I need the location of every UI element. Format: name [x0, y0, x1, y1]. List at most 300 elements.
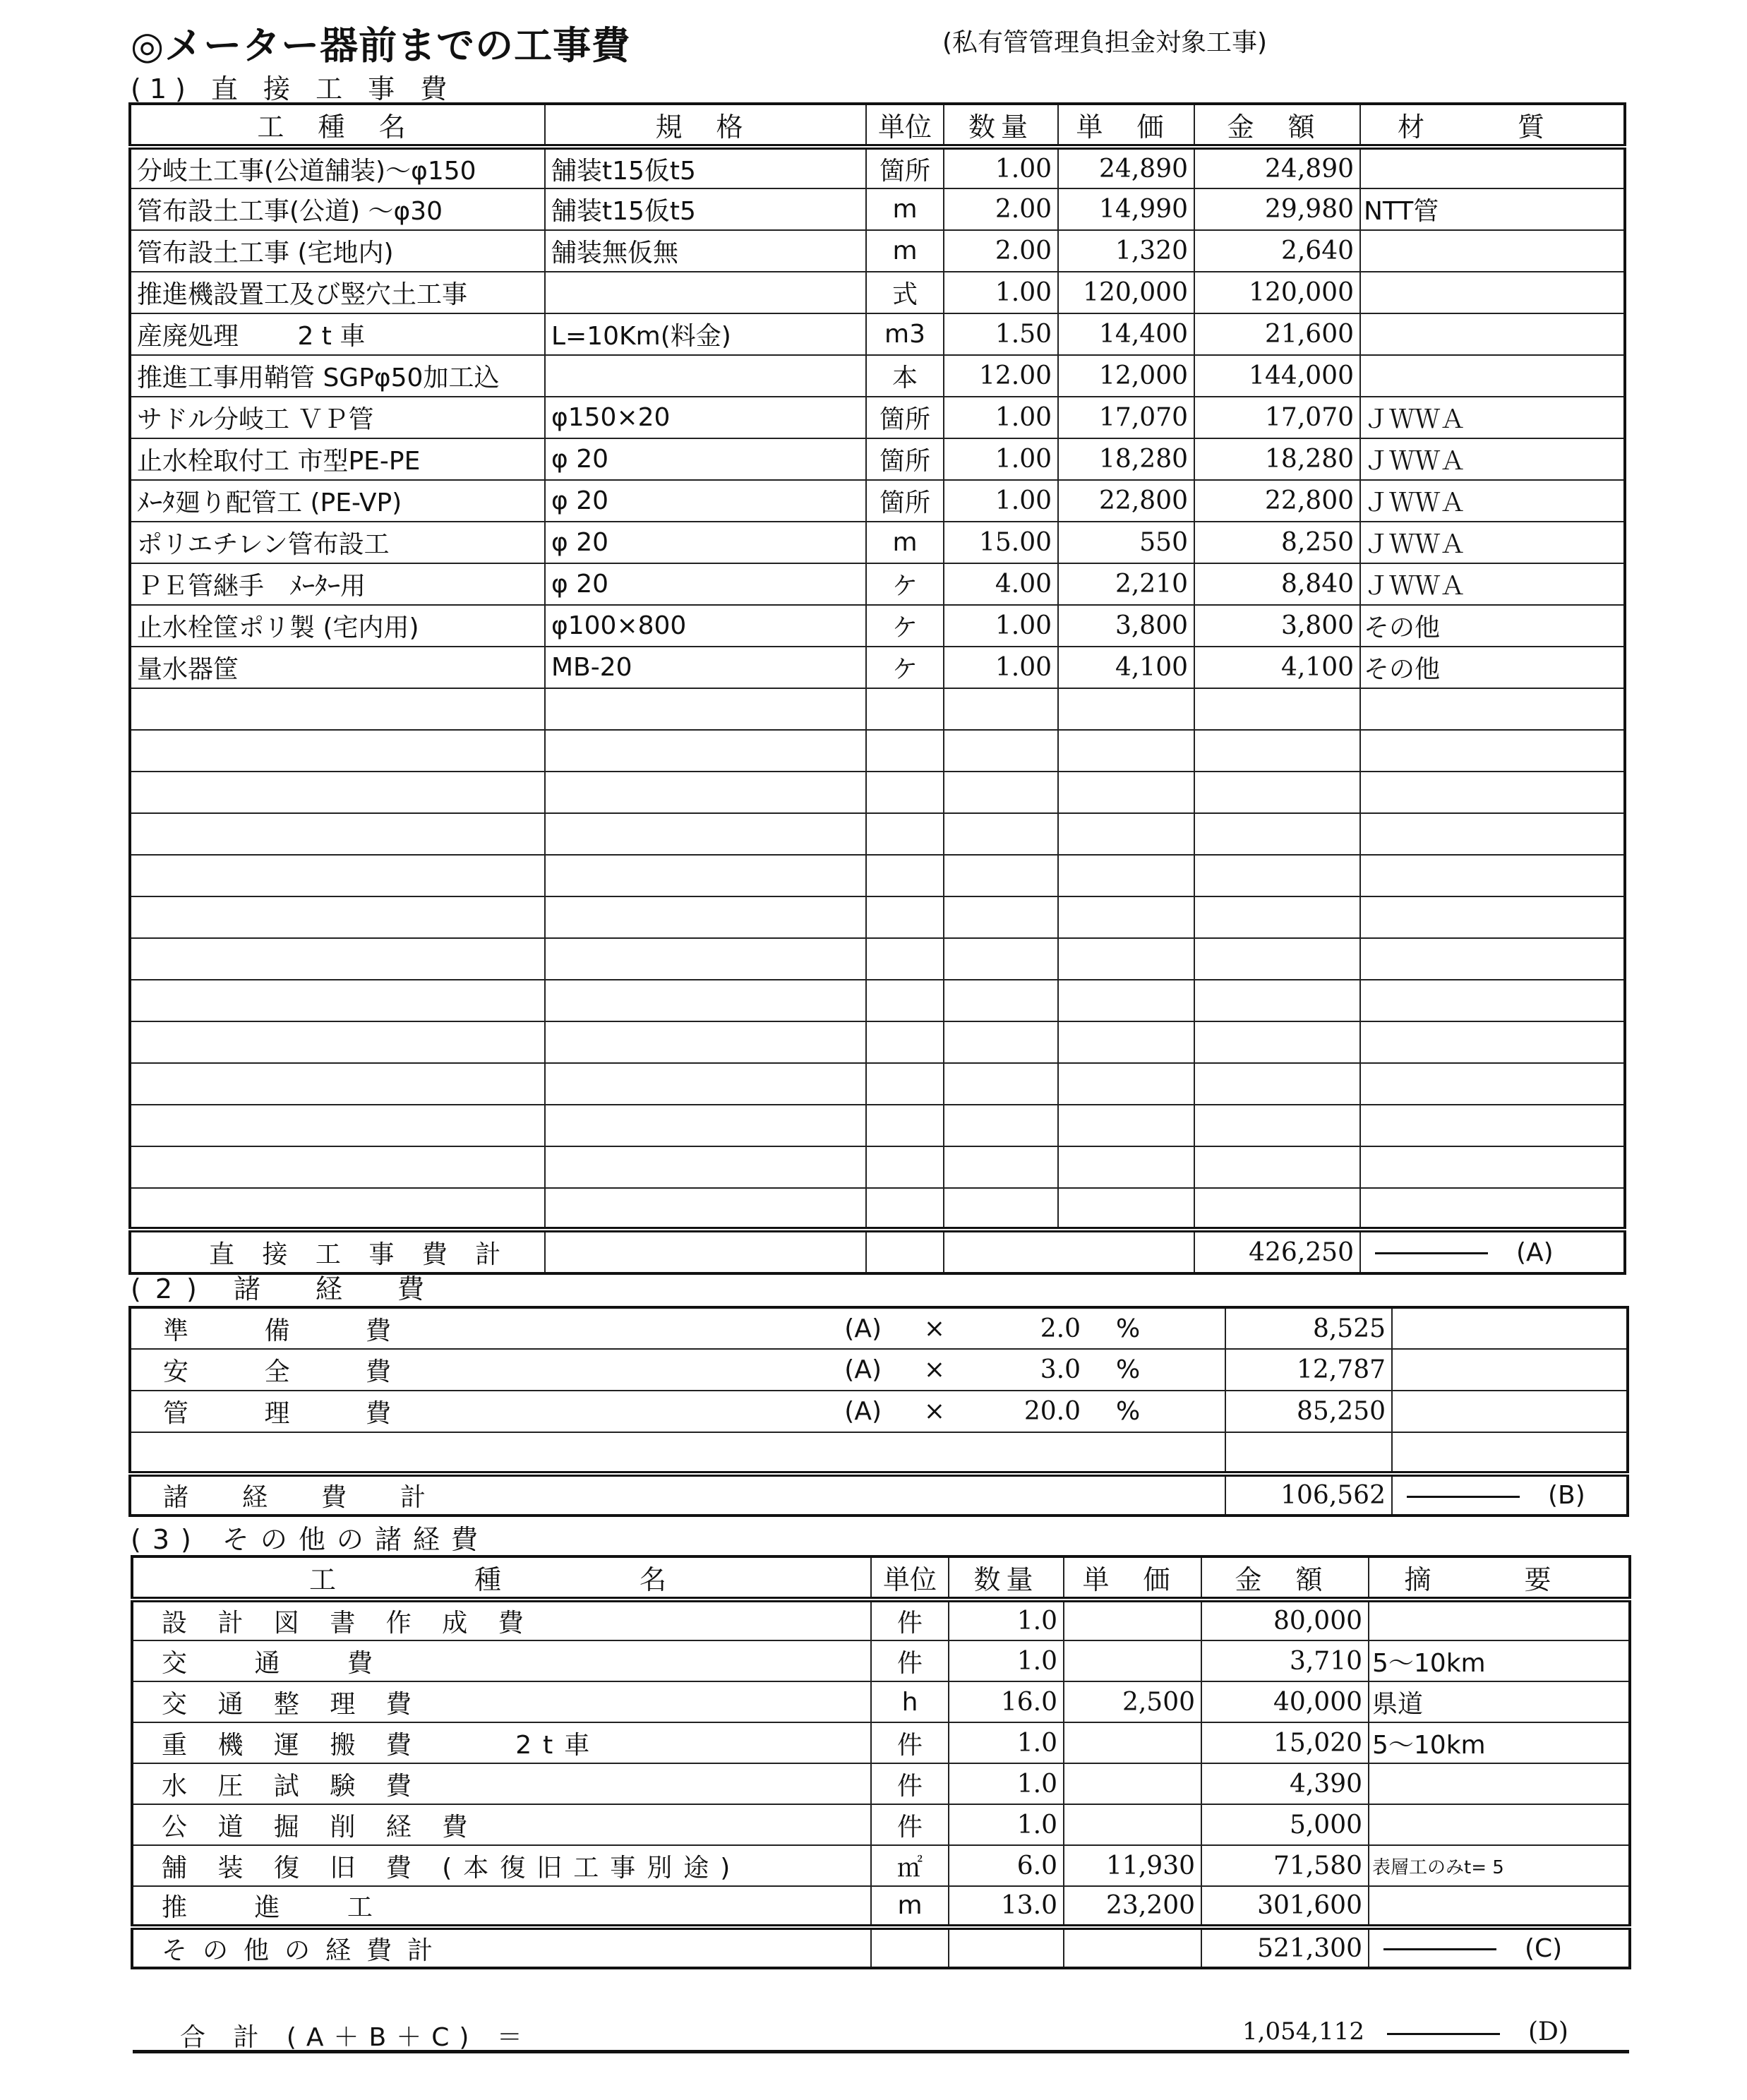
- empty-cell: [1392, 1432, 1628, 1474]
- item-spec: φ 20: [545, 438, 866, 480]
- empty-cell: [130, 772, 545, 813]
- overhead-table: [128, 1306, 1629, 1517]
- empty-cell: [1058, 688, 1194, 730]
- empty-cell: [1194, 1063, 1360, 1105]
- direct-total-label: 直 接 工 事 費 計: [130, 1230, 545, 1273]
- other-name: 推 進 工: [132, 1886, 871, 1927]
- empty-cell: [1392, 1391, 1628, 1432]
- other-unit: 件: [871, 1640, 949, 1681]
- empty-cell: [866, 688, 944, 730]
- empty-cell: [545, 1021, 866, 1063]
- other-qty: 6.0: [949, 1845, 1064, 1886]
- item-price: 550: [1058, 522, 1194, 563]
- other-unit: m: [871, 1886, 949, 1927]
- item-spec: φ150×20: [545, 397, 866, 438]
- other-amount: 80,000: [1201, 1600, 1369, 1640]
- item-name: 分岐土工事(公道舗装)～φ150: [130, 147, 545, 188]
- item-unit: m: [866, 188, 944, 230]
- other-total-ref: [1369, 1927, 1630, 1968]
- empty-cell: [1058, 1146, 1194, 1188]
- table-row: [132, 1600, 1630, 1640]
- other-price: 2,500: [1064, 1681, 1201, 1722]
- empty-cell: [1194, 980, 1360, 1021]
- table-row: [132, 1886, 1630, 1927]
- table-row: [130, 230, 1625, 272]
- col-header-qty: 数量: [944, 104, 1058, 147]
- empty-cell: [866, 896, 944, 938]
- item-price: 24,890: [1058, 147, 1194, 188]
- table-header-row: [132, 1556, 1630, 1600]
- empty-cell: [130, 730, 545, 772]
- item-amount: 8,840: [1194, 563, 1360, 605]
- table-row: [130, 1307, 1628, 1349]
- leader-line: [1383, 1948, 1496, 1950]
- other-amount: 40,000: [1201, 1681, 1369, 1722]
- other-amount: 3,710: [1201, 1640, 1369, 1681]
- item-unit: 箇所: [866, 397, 944, 438]
- item-amount: 29,980: [1194, 188, 1360, 230]
- grand-total-amount: 1,054,112: [1242, 2017, 1365, 2046]
- item-amount: 4,100: [1194, 647, 1360, 688]
- table-row: [130, 313, 1625, 355]
- item-qty: 1.00: [944, 397, 1058, 438]
- empty-cell: [1194, 1105, 1360, 1146]
- empty-cell: [1058, 896, 1194, 938]
- empty-cell: [130, 1021, 545, 1063]
- empty-cell: [1058, 1105, 1194, 1146]
- other-total-amount: 521,300: [1201, 1927, 1369, 1968]
- overhead-rate: 20.0: [973, 1391, 1088, 1432]
- empty-cell: [1058, 938, 1194, 980]
- other-note: [1369, 1763, 1630, 1804]
- empty-cell: [545, 813, 866, 855]
- empty-cell: [944, 1146, 1058, 1188]
- empty-cell: [545, 980, 866, 1021]
- other-price: [1064, 1804, 1201, 1845]
- item-qty: 1.00: [944, 647, 1058, 688]
- item-qty: 15.00: [944, 522, 1058, 563]
- item-amount: 3,800: [1194, 605, 1360, 647]
- other-price: 11,930: [1064, 1845, 1201, 1886]
- item-material: ＪＷＷＡ: [1360, 563, 1625, 605]
- item-amount: 2,640: [1194, 230, 1360, 272]
- empty-cell: [1194, 730, 1360, 772]
- col-header-amount: 金 額: [1194, 104, 1360, 147]
- item-material: ＪＷＷＡ: [1360, 397, 1625, 438]
- other-amount: 301,600: [1201, 1886, 1369, 1927]
- item-spec: 舗装無仮無: [545, 230, 866, 272]
- table-row: [130, 355, 1625, 397]
- other-qty: 1.0: [949, 1763, 1064, 1804]
- empty-cell: [866, 855, 944, 896]
- empty-cell: [1360, 688, 1625, 730]
- other-note: [1369, 1600, 1630, 1640]
- direct-total-amount: 426,250: [1194, 1230, 1360, 1273]
- item-qty: 4.00: [944, 563, 1058, 605]
- empty-cell: [1360, 1188, 1625, 1230]
- item-name: ＰＥ管継手 ﾒｰﾀｰ用: [130, 563, 545, 605]
- item-name: 量水器筐: [130, 647, 545, 688]
- other-name: 舗 装 復 旧 費 (本復旧工事別途): [132, 1845, 871, 1886]
- empty-cell: [1194, 938, 1360, 980]
- item-price: 120,000: [1058, 272, 1194, 313]
- empty-cell: [1360, 1063, 1625, 1105]
- other-note: [1369, 1886, 1630, 1927]
- item-price: 2,210: [1058, 563, 1194, 605]
- empty-cell: [944, 1105, 1058, 1146]
- empty-cell: [866, 730, 944, 772]
- empty-cell: [1194, 813, 1360, 855]
- empty-cell: [866, 1063, 944, 1105]
- overhead-total-ref-label: (B): [1548, 1481, 1585, 1510]
- other-cost-table: [131, 1555, 1631, 1969]
- empty-cell: [1194, 896, 1360, 938]
- item-qty: 1.00: [944, 480, 1058, 522]
- overhead-operator: ×: [896, 1307, 973, 1349]
- empty-cell: [866, 1230, 944, 1273]
- empty-cell: [545, 1063, 866, 1105]
- item-unit: m: [866, 230, 944, 272]
- item-unit: 式: [866, 272, 944, 313]
- empty-cell: [1360, 938, 1625, 980]
- table-row: [130, 147, 1625, 188]
- item-price: 14,990: [1058, 188, 1194, 230]
- item-unit: m3: [866, 313, 944, 355]
- item-material: [1360, 147, 1625, 188]
- empty-cell: [1194, 1188, 1360, 1230]
- table-row: [130, 522, 1625, 563]
- item-material: その他: [1360, 647, 1625, 688]
- table-row: [132, 1804, 1630, 1845]
- table-row: [130, 397, 1625, 438]
- other-name: 交 通 整 理 費: [132, 1681, 871, 1722]
- empty-cell: [866, 1188, 944, 1230]
- leader-line: [1375, 1252, 1488, 1254]
- item-spec: 舗装t15仮t5: [545, 188, 866, 230]
- other-amount: 15,020: [1201, 1722, 1369, 1763]
- empty-cell: [1058, 980, 1194, 1021]
- col-header-price: 単 価: [1058, 104, 1194, 147]
- empty-cell: [949, 1927, 1064, 1968]
- empty-row: [130, 938, 1625, 980]
- overhead-base: (A): [751, 1307, 896, 1349]
- table-row: [132, 1640, 1630, 1681]
- other-name: 交 通 費: [132, 1640, 871, 1681]
- item-name: 推進機設置工及び竪穴土工事: [130, 272, 545, 313]
- item-material: [1360, 355, 1625, 397]
- overhead-rate: 3.0: [973, 1349, 1088, 1391]
- item-amount: 8,250: [1194, 522, 1360, 563]
- item-spec: L=10Km(料金): [545, 313, 866, 355]
- overhead-rate: 2.0: [973, 1307, 1088, 1349]
- other-qty: 13.0: [949, 1886, 1064, 1927]
- empty-cell: [1058, 813, 1194, 855]
- item-price: 14,400: [1058, 313, 1194, 355]
- overhead-operator: ×: [896, 1391, 973, 1432]
- table-row: [130, 647, 1625, 688]
- other-price: [1064, 1600, 1201, 1640]
- item-spec: [545, 272, 866, 313]
- direct-cost-table: [128, 102, 1626, 1275]
- empty-cell: [1058, 855, 1194, 896]
- empty-cell: [944, 980, 1058, 1021]
- other-amount: 4,390: [1201, 1763, 1369, 1804]
- empty-row: [130, 1188, 1625, 1230]
- item-qty: 1.00: [944, 438, 1058, 480]
- grand-total-label: 合 計 (A＋B＋C) ＝: [180, 2023, 532, 2052]
- other-name: 公 道 掘 削 経 費: [132, 1804, 871, 1845]
- item-name: 推進工事用鞘管 SGPφ50加工込: [130, 355, 545, 397]
- page-title: ◎メーター器前までの工事費: [131, 23, 631, 68]
- overhead-amount: 8,525: [1225, 1307, 1392, 1349]
- empty-cell: [944, 896, 1058, 938]
- table-row: [132, 1722, 1630, 1763]
- leader-line: [1387, 2033, 1500, 2035]
- overhead-name: 安 全 費: [130, 1349, 751, 1391]
- empty-cell: [944, 938, 1058, 980]
- empty-row: [130, 813, 1625, 855]
- empty-cell: [1360, 813, 1625, 855]
- col-header-qty: 数量: [949, 1556, 1064, 1600]
- other-name: 重 機 運 搬 費 2t車: [132, 1722, 871, 1763]
- item-unit: 本: [866, 355, 944, 397]
- item-material: [1360, 313, 1625, 355]
- empty-cell: [1360, 855, 1625, 896]
- other-name: 設 計 図 書 作 成 費: [132, 1600, 871, 1640]
- overhead-name: 管 理 費: [130, 1391, 751, 1432]
- empty-cell: [1194, 855, 1360, 896]
- empty-row: [130, 1021, 1625, 1063]
- empty-cell: [866, 980, 944, 1021]
- other-total-label: その他の経費計: [132, 1927, 871, 1968]
- item-unit: 箇所: [866, 480, 944, 522]
- item-spec: MB-20: [545, 647, 866, 688]
- item-name: ポリエチレン管布設工: [130, 522, 545, 563]
- item-qty: 12.00: [944, 355, 1058, 397]
- item-unit: ケ: [866, 563, 944, 605]
- item-qty: 1.00: [944, 147, 1058, 188]
- empty-cell: [130, 1432, 1225, 1474]
- item-qty: 2.00: [944, 230, 1058, 272]
- col-header-price: 単 価: [1064, 1556, 1201, 1600]
- item-spec: 舗装t15仮t5: [545, 147, 866, 188]
- empty-cell: [1058, 772, 1194, 813]
- empty-cell: [1392, 1349, 1628, 1391]
- item-spec: φ 20: [545, 522, 866, 563]
- other-note: 5～10km: [1369, 1722, 1630, 1763]
- empty-cell: [1225, 1432, 1392, 1474]
- empty-cell: [1194, 688, 1360, 730]
- other-note: 5～10km: [1369, 1640, 1630, 1681]
- other-qty: 16.0: [949, 1681, 1064, 1722]
- item-amount: 24,890: [1194, 147, 1360, 188]
- item-spec: φ 20: [545, 480, 866, 522]
- empty-row: [130, 980, 1625, 1021]
- empty-cell: [545, 1230, 866, 1273]
- overhead-base: (A): [751, 1391, 896, 1432]
- empty-cell: [944, 1021, 1058, 1063]
- empty-cell: [1360, 772, 1625, 813]
- other-unit: h: [871, 1681, 949, 1722]
- item-price: 3,800: [1058, 605, 1194, 647]
- empty-cell: [1360, 980, 1625, 1021]
- empty-cell: [545, 938, 866, 980]
- other-note: [1369, 1804, 1630, 1845]
- direct-total-ref-label: (A): [1516, 1237, 1554, 1267]
- item-qty: 1.00: [944, 605, 1058, 647]
- col-header-name: 工 種 名: [130, 104, 545, 147]
- empty-cell: [1360, 896, 1625, 938]
- empty-cell: [130, 688, 545, 730]
- other-qty: 1.0: [949, 1804, 1064, 1845]
- item-amount: 21,600: [1194, 313, 1360, 355]
- item-name: 管布設土工事 (宅地内): [130, 230, 545, 272]
- overhead-operator: ×: [896, 1349, 973, 1391]
- empty-cell: [130, 896, 545, 938]
- table-row: [132, 1763, 1630, 1804]
- item-amount: 120,000: [1194, 272, 1360, 313]
- empty-cell: [1058, 1188, 1194, 1230]
- direct-total-ref: [1360, 1230, 1625, 1273]
- empty-cell: [130, 855, 545, 896]
- empty-row: [130, 1432, 1628, 1474]
- empty-cell: [944, 1063, 1058, 1105]
- overhead-percent: %: [1088, 1307, 1225, 1349]
- empty-cell: [866, 1021, 944, 1063]
- item-amount: 18,280: [1194, 438, 1360, 480]
- item-price: 12,000: [1058, 355, 1194, 397]
- empty-cell: [944, 1230, 1194, 1273]
- overhead-total-row: [130, 1474, 1628, 1516]
- item-material: ＪＷＷＡ: [1360, 522, 1625, 563]
- item-name: 管布設土工事(公道) ～φ30: [130, 188, 545, 230]
- empty-cell: [944, 688, 1058, 730]
- item-material: ＪＷＷＡ: [1360, 438, 1625, 480]
- overhead-percent: %: [1088, 1391, 1225, 1432]
- empty-row: [130, 1146, 1625, 1188]
- empty-cell: [130, 813, 545, 855]
- table-row: [130, 438, 1625, 480]
- item-name: 止水栓筐ポリ製 (宅内用): [130, 605, 545, 647]
- overhead-total-amount: 106,562: [1225, 1474, 1392, 1516]
- leader-line: [1407, 1496, 1520, 1498]
- empty-cell: [130, 980, 545, 1021]
- item-material: その他: [1360, 605, 1625, 647]
- item-unit: 箇所: [866, 147, 944, 188]
- item-qty: 2.00: [944, 188, 1058, 230]
- other-note: 県道: [1369, 1681, 1630, 1722]
- empty-cell: [944, 1188, 1058, 1230]
- table-row: [130, 605, 1625, 647]
- item-material: [1360, 272, 1625, 313]
- item-price: 22,800: [1058, 480, 1194, 522]
- item-price: 1,320: [1058, 230, 1194, 272]
- empty-cell: [871, 1927, 949, 1968]
- item-unit: ケ: [866, 605, 944, 647]
- empty-row: [130, 1105, 1625, 1146]
- empty-row: [130, 1063, 1625, 1105]
- overhead-total-ref: [1392, 1474, 1628, 1516]
- empty-cell: [1360, 730, 1625, 772]
- empty-cell: [130, 1146, 545, 1188]
- empty-cell: [1392, 1307, 1628, 1349]
- item-material: ＪＷＷＡ: [1360, 480, 1625, 522]
- other-qty: 1.0: [949, 1722, 1064, 1763]
- empty-cell: [130, 1105, 545, 1146]
- item-amount: 17,070: [1194, 397, 1360, 438]
- item-qty: 1.00: [944, 272, 1058, 313]
- empty-row: [130, 772, 1625, 813]
- empty-cell: [1064, 1927, 1201, 1968]
- empty-row: [130, 730, 1625, 772]
- other-price: [1064, 1640, 1201, 1681]
- item-amount: 22,800: [1194, 480, 1360, 522]
- empty-row: [130, 896, 1625, 938]
- table-row: [132, 1681, 1630, 1722]
- item-name: 産廃処理 2 t 車: [130, 313, 545, 355]
- empty-cell: [545, 1188, 866, 1230]
- empty-cell: [866, 938, 944, 980]
- overhead-base: (A): [751, 1349, 896, 1391]
- empty-cell: [1058, 730, 1194, 772]
- grand-total-underline: [133, 2050, 1629, 2053]
- empty-cell: [130, 1188, 545, 1230]
- empty-cell: [545, 688, 866, 730]
- table-row: [132, 1845, 1630, 1886]
- other-unit: 件: [871, 1804, 949, 1845]
- col-header-note: 摘 要: [1369, 1556, 1630, 1600]
- item-price: 18,280: [1058, 438, 1194, 480]
- empty-cell: [1194, 1146, 1360, 1188]
- other-total-ref-label: (C): [1525, 1933, 1563, 1963]
- item-unit: m: [866, 522, 944, 563]
- section-overhead-title: (2) 諸 経 費: [131, 1273, 438, 1304]
- empty-cell: [944, 730, 1058, 772]
- other-unit: 件: [871, 1763, 949, 1804]
- other-price: [1064, 1722, 1201, 1763]
- empty-cell: [866, 1105, 944, 1146]
- col-header-name: 工 種 名: [132, 1556, 871, 1600]
- section-direct-title: (1) 直 接 工 事 費: [131, 73, 456, 104]
- item-unit: ケ: [866, 647, 944, 688]
- empty-cell: [545, 1105, 866, 1146]
- other-total-row: [132, 1927, 1630, 1968]
- item-qty: 1.50: [944, 313, 1058, 355]
- other-unit: 件: [871, 1722, 949, 1763]
- item-spec: φ100×800: [545, 605, 866, 647]
- empty-cell: [545, 730, 866, 772]
- overhead-amount: 12,787: [1225, 1349, 1392, 1391]
- other-unit: 件: [871, 1600, 949, 1640]
- empty-cell: [866, 813, 944, 855]
- empty-cell: [545, 772, 866, 813]
- table-row: [130, 1349, 1628, 1391]
- overhead-percent: %: [1088, 1349, 1225, 1391]
- empty-cell: [1194, 772, 1360, 813]
- table-row: [130, 563, 1625, 605]
- grand-total-ref-label: (D): [1528, 2017, 1568, 2046]
- empty-cell: [866, 772, 944, 813]
- other-qty: 1.0: [949, 1640, 1064, 1681]
- item-spec: φ 20: [545, 563, 866, 605]
- empty-cell: [1360, 1146, 1625, 1188]
- col-header-spec: 規 格: [545, 104, 866, 147]
- table-row: [130, 272, 1625, 313]
- grand-total-ref: [1387, 2017, 1568, 2046]
- empty-cell: [866, 1146, 944, 1188]
- empty-row: [130, 855, 1625, 896]
- item-unit: 箇所: [866, 438, 944, 480]
